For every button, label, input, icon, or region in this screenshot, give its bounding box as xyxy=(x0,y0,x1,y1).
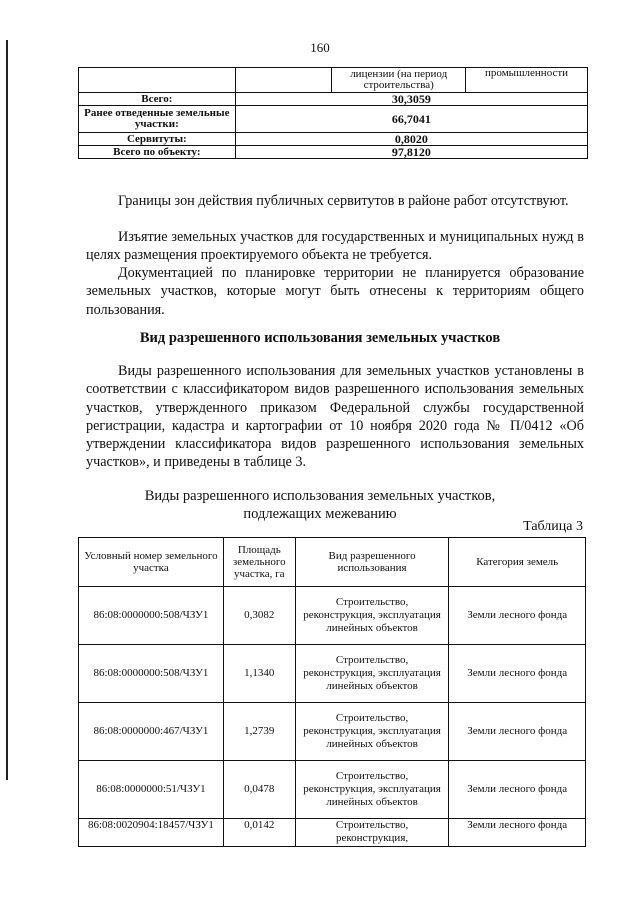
summary-label: Всего по объекту: xyxy=(79,146,236,159)
summary-value: 97,8120 xyxy=(235,146,587,159)
parcel-area: 1,2739 xyxy=(223,703,295,761)
paragraph-text: Документацией по планировке территории не планируется образование земельных участков, которые могут быть отнесены к территориям общего пользования. xyxy=(86,265,584,318)
land-use-table xyxy=(78,537,586,847)
paragraph-text: Изъятие земельных участков для государственных и муниципальных нужд в целях размещения проектируемого объекта не требуется. xyxy=(86,229,584,264)
parcel-id: 86:08:0000000:508/ЧЗУ1 xyxy=(79,645,224,703)
parcel-use: Строительство, реконструкция, xyxy=(295,819,449,847)
column-header: Категория земель xyxy=(449,538,586,587)
column-header: Вид разрешенного использования xyxy=(295,538,449,587)
summary-label: Ранее отведенные земельные участки: xyxy=(79,106,236,133)
paragraph-planning xyxy=(86,264,584,319)
parcel-category: Земли лесного фонда xyxy=(449,761,586,819)
parcel-category: Земли лесного фонда xyxy=(449,645,586,703)
summary-header-cell xyxy=(235,68,332,93)
parcel-use: Строительство, реконструкция, эксплуатация линейных объектов xyxy=(295,645,449,703)
summary-header-cell xyxy=(79,68,236,93)
table-row xyxy=(79,703,586,761)
paragraph-use-types xyxy=(86,362,584,472)
table-label: Таблица 3 xyxy=(523,519,583,534)
parcel-area: 0,0142 xyxy=(223,819,295,847)
table-caption-line: Виды разрешенного использования земельных участков, xyxy=(144,488,496,504)
table-caption-line: подлежащих межеванию xyxy=(243,506,397,522)
section-heading: Вид разрешенного использования земельных участков xyxy=(139,330,501,346)
summary-header-cell: лицензии (на период строительства) xyxy=(332,68,466,93)
summary-row-total xyxy=(79,93,588,106)
parcel-id: 86:08:0000000:508/ЧЗУ1 xyxy=(79,587,224,645)
summary-value: 66,7041 xyxy=(235,106,587,133)
parcel-area: 0,0478 xyxy=(223,761,295,819)
table-row xyxy=(79,645,586,703)
summary-header-row xyxy=(79,68,588,93)
summary-value: 0,8020 xyxy=(235,133,587,146)
column-header: Площадь земельного участка, га xyxy=(223,538,295,587)
paragraph-servitude-zones xyxy=(86,192,584,210)
table-header-row xyxy=(79,538,586,587)
parcel-id: 86:08:0000000:467/ЧЗУ1 xyxy=(79,703,224,761)
parcel-use: Строительство, реконструкция, эксплуатация линейных объектов xyxy=(295,703,449,761)
summary-row-servitudes xyxy=(79,133,588,146)
paragraph-text: Виды разрешенного использования для земельных участков установлены в соответствии с классификатором видов разрешенного использования земельных участков, утвержденного приказом Федеральной службы государственной регистрации, кадастра и картографии от 10 ноября 2020 года № П/0412 «Об утверждении классификатора видов разрешенного использования земельных участков», и приведены в таблице 3. xyxy=(86,363,584,471)
parcel-use: Строительство, реконструкция, эксплуатация линейных объектов xyxy=(295,761,449,819)
table-row xyxy=(79,587,586,645)
scan-margin-line xyxy=(6,40,8,780)
paragraph-seizure xyxy=(86,228,584,265)
page-number: 160 xyxy=(310,40,330,55)
summary-row-object-total xyxy=(79,146,588,159)
parcel-category: Земли лесного фонда xyxy=(449,587,586,645)
summary-header-cell: промышленности xyxy=(466,68,588,93)
parcel-id: 86:08:0000000:51/ЧЗУ1 xyxy=(79,761,224,819)
parcel-id: 86:08:0020904:18457/ЧЗУ1 xyxy=(79,819,224,847)
parcel-category: Земли лесного фонда xyxy=(449,703,586,761)
summary-row-previous xyxy=(79,106,588,133)
parcel-area: 1,1340 xyxy=(223,645,295,703)
summary-value: 30,3059 xyxy=(235,93,587,106)
column-header: Условный номер земельного участка xyxy=(79,538,224,587)
parcel-area: 0,3082 xyxy=(223,587,295,645)
summary-table xyxy=(78,67,588,159)
table-row xyxy=(79,819,586,847)
parcel-category: Земли лесного фонда xyxy=(449,819,586,847)
summary-label: Сервитуты: xyxy=(79,133,236,146)
table-row xyxy=(79,761,586,819)
table-caption xyxy=(0,487,640,523)
summary-label: Всего: xyxy=(79,93,236,106)
paragraph-text: Границы зон действия публичных сервитутов в районе работ отсутствуют. xyxy=(118,193,569,209)
parcel-use: Строительство, реконструкция, эксплуатация линейных объектов xyxy=(295,587,449,645)
